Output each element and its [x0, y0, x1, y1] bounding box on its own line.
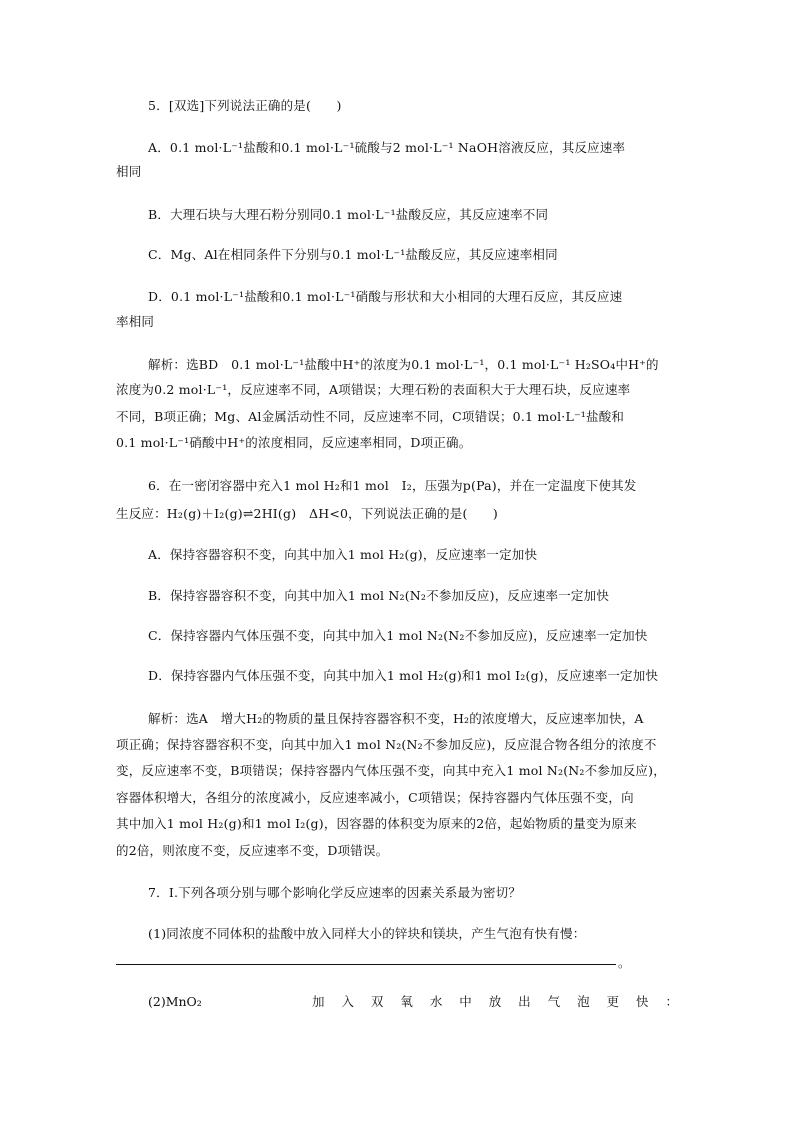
q6-analysis: 解析：选A 增大H₂的物质的量且保持容器容积不变，H₂的浓度增大，反应速率加快，A: [148, 711, 644, 726]
q6-analysis-line: 的2倍，则浓度不变，反应速率不变，D项错误。: [116, 843, 389, 858]
q7-part-2-char: 双: [370, 994, 384, 1009]
q5-analysis-line: 浓度为0.2 mol·L⁻¹，反应速率不同，A项错误；大理石粉的表面积大于大理石块，反应速率: [116, 382, 631, 397]
q5-option-d: D．0.1 mol·L⁻¹盐酸和0.1 mol·L⁻¹硝酸与形状和大小相同的大理石反应，其反应速: [148, 289, 623, 304]
q6-stem: 6．在一密闭容器中充入1 mol H₂和1 mol I₂，压强为p(Pa)，并在一定温度下使其发: [148, 478, 637, 493]
q6-stem-cont: 生反应：H₂(g)＋I₂(g)⇌2HI(g) ΔH<0，下列说法正确的是( ): [116, 506, 498, 521]
q7-part-2-char: 放: [488, 994, 502, 1009]
q5-option-a-cont: 相同: [116, 164, 142, 179]
q5-analysis: 解析：选BD 0.1 mol·L⁻¹盐酸中H⁺的浓度为0.1 mol·L⁻¹，0.1 mol·L⁻¹ H₂SO₄中H⁺的: [148, 357, 659, 372]
q5-stem: 5．[双选]下列说法正确的是( ): [148, 98, 342, 113]
q7-part-2-char: 中: [459, 994, 472, 1009]
q7-part-2-char: 气: [547, 994, 561, 1009]
q5-option-d-cont: 率相同: [116, 314, 155, 329]
q7-part-1: (1)同浓度不同体积的盐酸中放入同样大小的锌块和镁块，产生气泡有快有慢：: [148, 926, 586, 941]
q6-analysis-line: 其中加入1 mol H₂(g)和1 mol I₂(g)，因容器的体积变为原来的2倍，起始物质的量变为原来: [116, 816, 637, 831]
q7-part-2-char: 泡: [577, 994, 590, 1009]
q7-part-2-char: 快: [635, 994, 649, 1009]
q7-part-2-char: 加: [312, 994, 325, 1009]
answer-end-mark: 。: [618, 955, 631, 970]
q7-part-2-char: 水: [429, 994, 443, 1009]
q7-stem: 7．Ⅰ.下列各项分别与哪个影响化学反应速率的因素关系最为密切？: [148, 885, 522, 900]
q7-part-2-char: ：: [665, 994, 678, 1009]
q7-part-2-char: 入: [341, 994, 354, 1009]
q5-option-a: A．0.1 mol·L⁻¹盐酸和0.1 mol·L⁻¹硫酸与2 mol·L⁻¹ NaOH溶液反应，其反应速率: [148, 140, 626, 155]
q7-part-2-text: [312, 993, 678, 1011]
q6-analysis-line: 容器体积增大，各组分的浓度减小，反应速率减小，C项错误；保持容器内气体压强不变，向: [116, 790, 634, 805]
q5-option-c: C．Mg、Al在相同条件下分别与0.1 mol·L⁻¹盐酸反应，其反应速率相同: [148, 247, 558, 262]
q5-analysis-line: 不同，B项正确；Mg、Al金属活动性不同，反应速率不同，C项错误；0.1 mol·L⁻¹盐酸和: [116, 409, 625, 424]
q7-part-2-char: 更: [606, 994, 620, 1009]
q7-part-2-char: 氧: [400, 994, 413, 1009]
q5-option-b: B．大理石块与大理石粉分别同0.1 mol·L⁻¹盐酸反应，其反应速率不同: [148, 207, 549, 222]
q7-part-2-char: 出: [518, 994, 531, 1009]
q5-analysis-line: 0.1 mol·L⁻¹硝酸中H⁺的浓度相同，反应速率相同，D项正确。: [116, 435, 472, 450]
q7-part-2-label: (2)MnO₂: [148, 994, 202, 1009]
q6-analysis-line: 项正确；保持容器容积不变，向其中加入1 mol N₂(N₂不参加反应)，反应混合物各组分的浓度不: [116, 737, 657, 752]
q6-option-a: A．保持容器容积不变，向其中加入1 mol H₂(g)，反应速率一定加快: [148, 547, 538, 562]
answer-blank-line: [116, 964, 616, 965]
q6-option-c: C．保持容器内气体压强不变，向其中加入1 mol N₂(N₂不参加反应)，反应速率一定加快: [148, 628, 648, 643]
q6-option-b: B．保持容器容积不变，向其中加入1 mol N₂(N₂不参加反应)，反应速率一定加快: [148, 588, 610, 603]
q6-analysis-line: 变，反应速率不变，B项错误；保持容器内气体压强不变，向其中充入1 mol N₂(N₂不参加反应)，: [116, 763, 666, 778]
q6-option-d: D．保持容器内气体压强不变，向其中加入1 mol H₂(g)和1 mol I₂(g)，反应速率一定加快: [148, 668, 659, 683]
